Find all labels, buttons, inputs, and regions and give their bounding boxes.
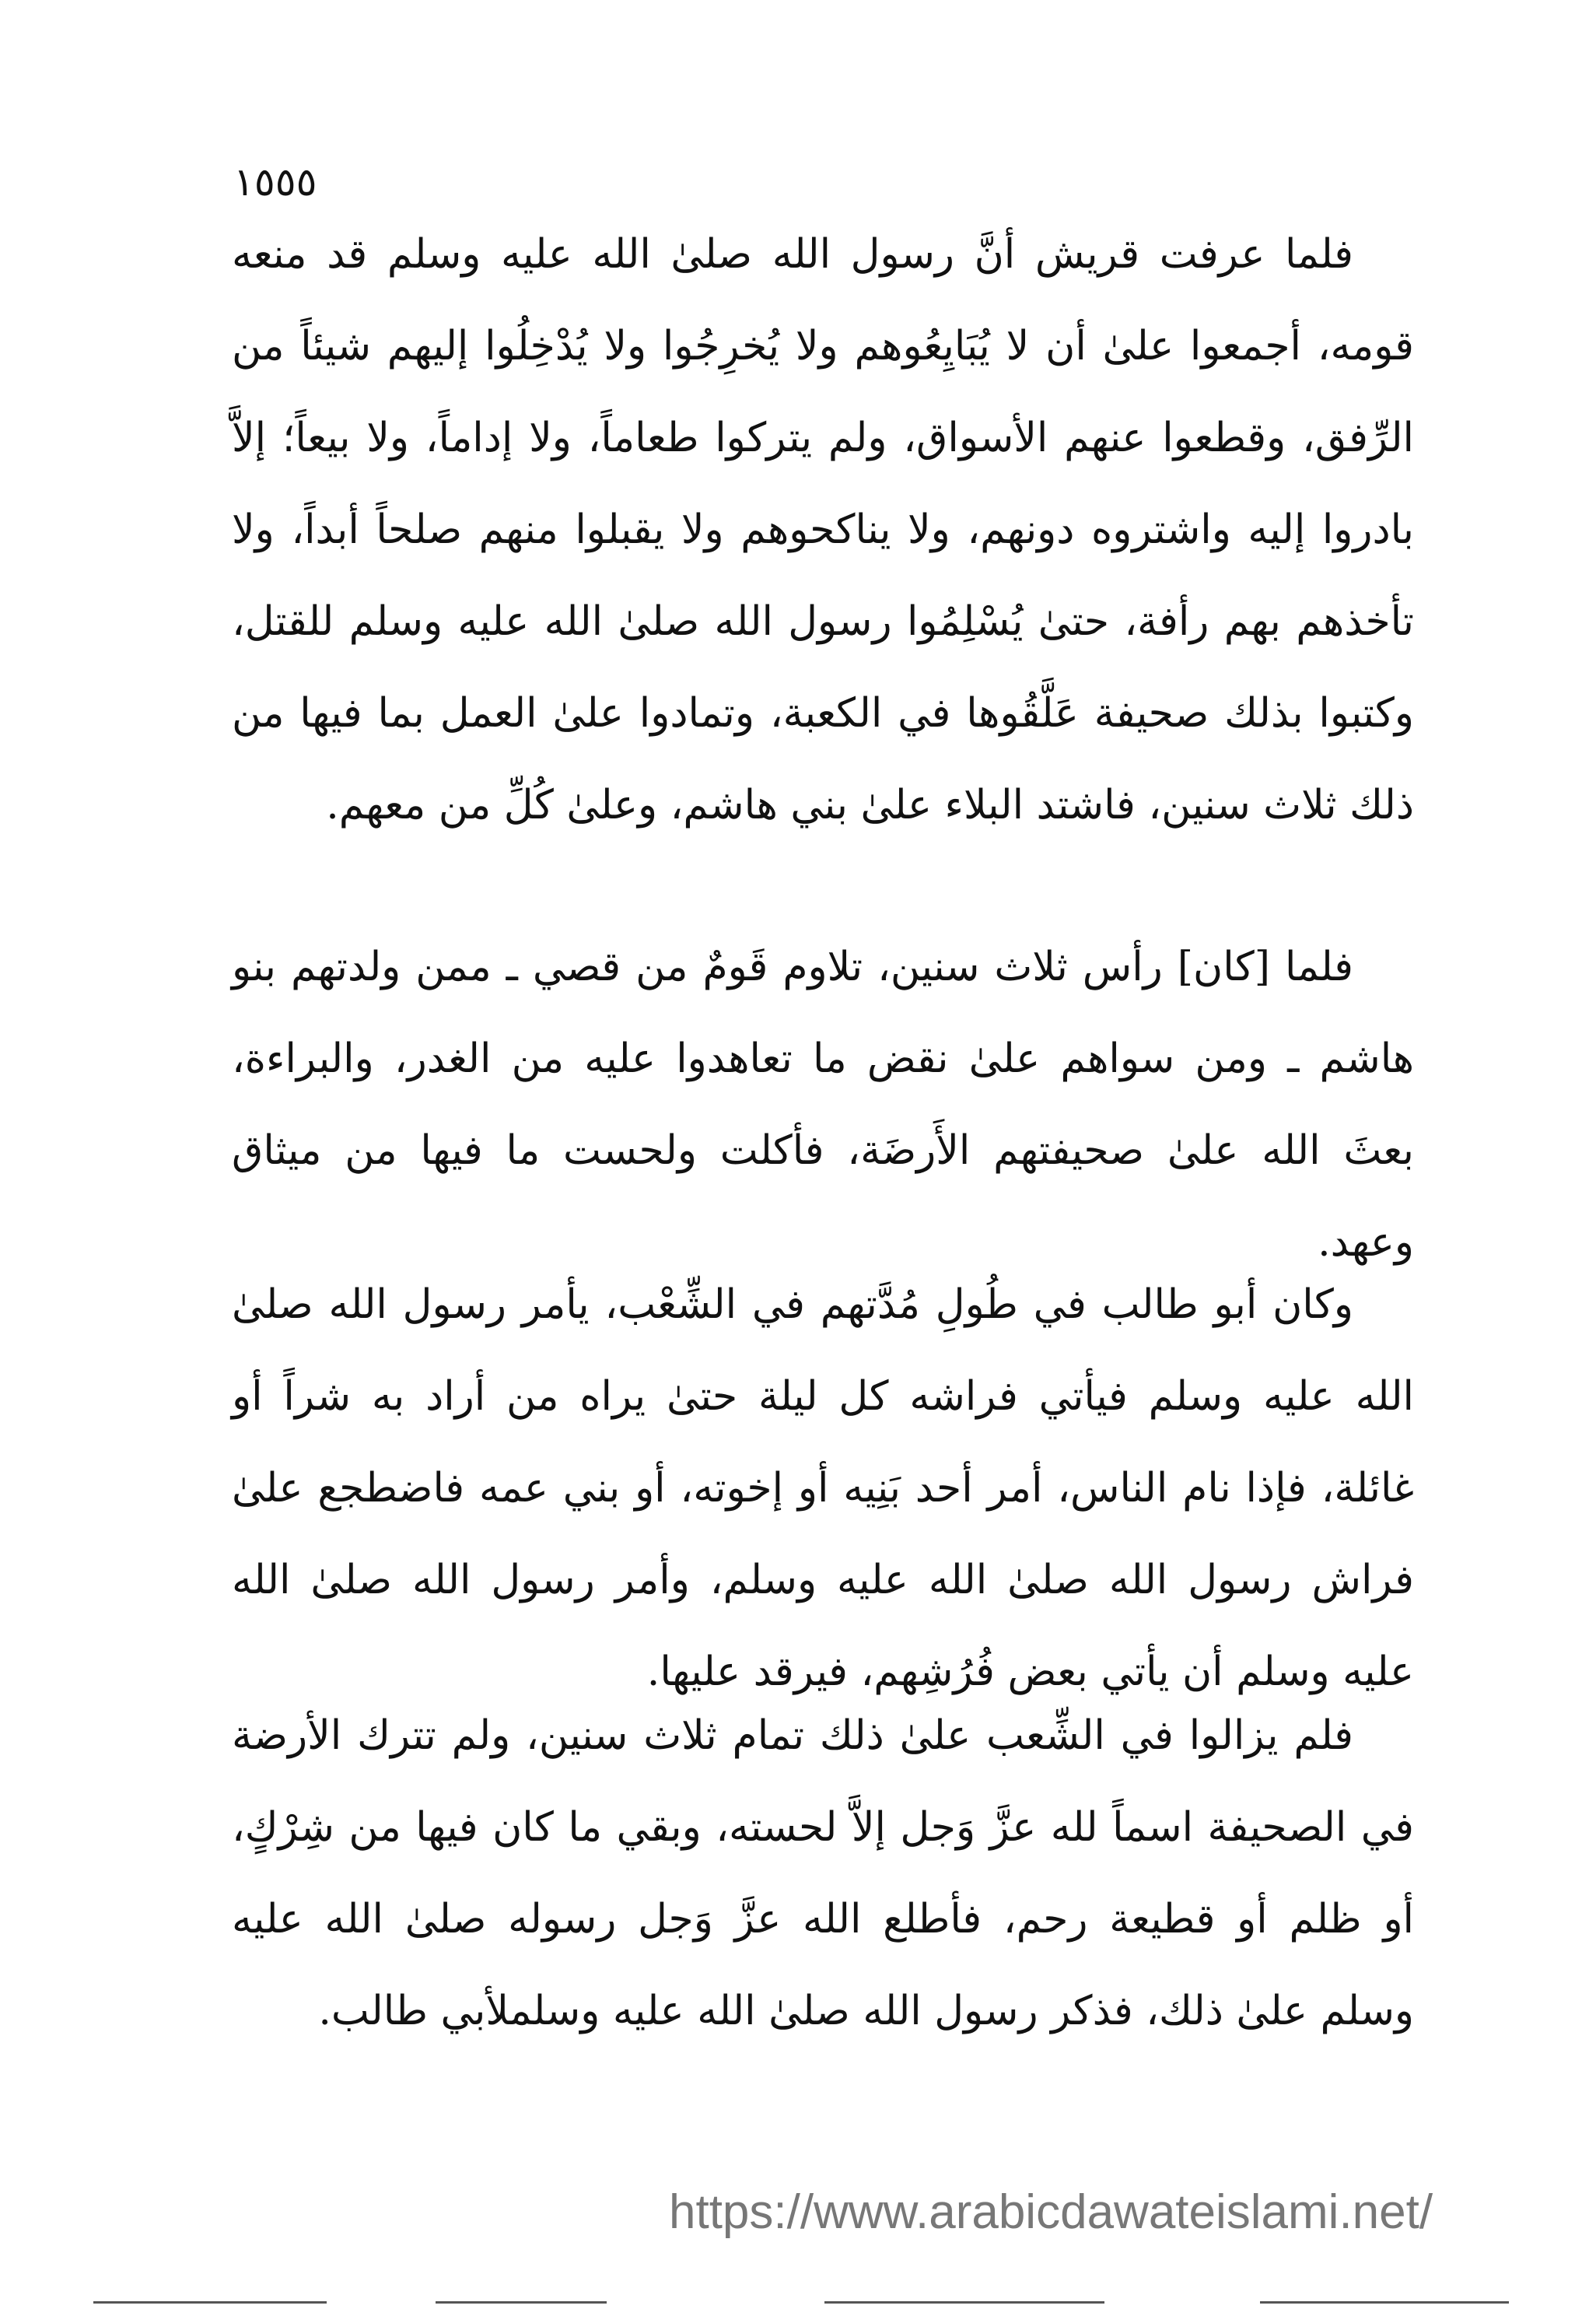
paragraph-2 <box>232 921 1414 1288</box>
paragraph-text: وكان أبو طالب في طُولِ مُدَّتهم في الشِّعْب، يأمر رسول الله صلىٰ الله عليه وسلم فيأتي فراشه كل ليلة حتىٰ يراه من أراد به شراً أو غائلة، فإذا نام الناس، أمر أحد بَنِيه أو إخوته، أو بني عمه فاضطجع علىٰ فراش رسول الله صلىٰ الله عليه وسلم، وأمر رسول الله صلىٰ الله عليه وسلم أن يأتي بعض فُرُشِهم، فيرقد عليها. <box>232 1281 1414 1695</box>
page-number: ١٥٥٥ <box>233 159 317 205</box>
paragraph-text: فلم يزالوا في الشِّعب علىٰ ذلك تمام ثلاث سنين، ولم تترك الأرضة في الصحيفة اسماً لله عزَّ وَجل إلاَّ لحسته، وبقي ما كان فيها من شِرْكٍ، أو ظلم أو قطيعة رحم، فأطلع الله عزَّ وَجل رسوله صلىٰ الله عليه وسلم علىٰ ذلك، فذكر رسول الله صلىٰ الله عليه وسلملأبي طالب. <box>232 1712 1415 2034</box>
paragraph-4 <box>232 1690 1414 2057</box>
footer-url-watermark: https://www.arabicdawateislami.net/ <box>669 2185 1433 2239</box>
bottom-rule <box>436 2301 607 2304</box>
paragraph-1 <box>232 208 1414 851</box>
paragraph-text: فلما عرفت قريش أنَّ رسول الله صلىٰ الله عليه وسلم قد منعه قومه، أجمعوا علىٰ أن لا يُبَايِعُوهم ولا يُخرِجُوا ولا يُدْخِلُوا إليهم شيئاً من الرِّفق، وقطعوا عنهم الأسواق، ولم يتركوا طعاماً، ولا إداماً، ولا بيعاً؛ إلاَّ بادروا إليه واشتروه دونهم، ولا يناكحوهم ولا يقبلوا منهم صلحاً أبداً، ولا تأخذهم بهم رأفة، حتىٰ يُسْلِمُوا رسول الله صلىٰ الله عليه وسلم للقتل، وكتبوا بذلك صحيفة عَلَّقُوها في الكعبة، وتمادوا علىٰ العمل بما فيها من ذلك ثلاث سنين، فاشتد البلاء علىٰ بني هاشم، وعلىٰ كُلِّ من معهم. <box>232 231 1414 829</box>
paragraph-3 <box>232 1259 1414 1718</box>
bottom-rule <box>1260 2301 1509 2304</box>
paragraph-text: فلما [كان] رأس ثلاث سنين، تلاوم قَومٌ من قصي ـ ممن ولدتهم بنو هاشم ـ ومن سواهم علىٰ نقض ما تعاهدوا عليه من الغدر، والبراءة، بعثَ الله علىٰ صحيفتهم الأَرضَة، فأكلت ولحست ما فيها من ميثاق وعهد. <box>232 944 1414 1266</box>
bottom-rule <box>93 2301 327 2304</box>
bottom-rule <box>824 2301 1104 2304</box>
